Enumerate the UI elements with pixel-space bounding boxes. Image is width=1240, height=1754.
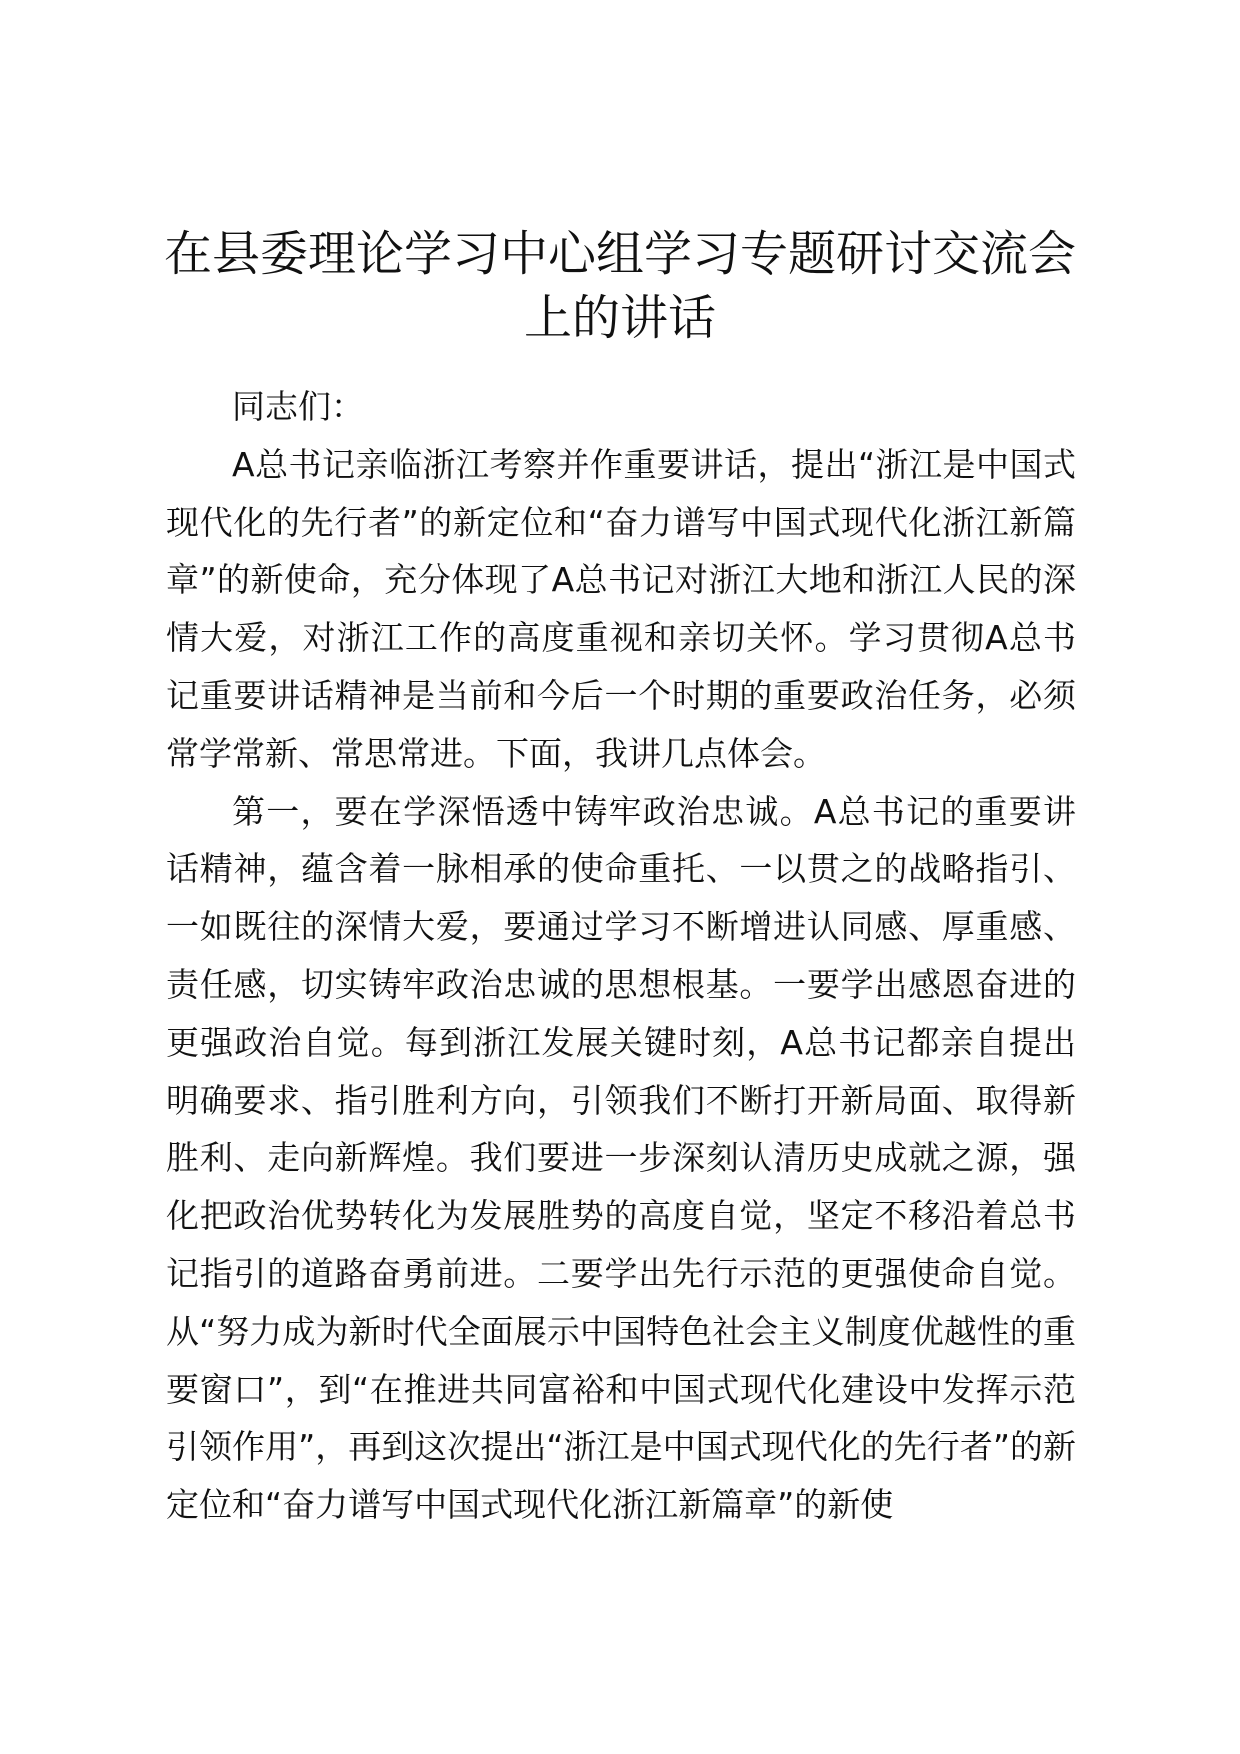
paragraph-first-point: 第一，要在学深悟透中铸牢政治忠诚。A总书记的重要讲话精神，蕴含着一脉相承的使命重托、一以贯之的战略指引、一如既往的深情大爱，要通过学习不断增进认同感、厚重感、责任感，切实铸牢政治忠诚的思想根基。一要学出感恩奋进的更强政治自觉。每到浙江发展关键时刻，A总书记都亲自提出明确要求、指引胜利方向，引领我们不断打开新局面、取得新胜利、走向新辉煌。我们要进一步深刻认清历史成就之源，强化把政治优势转化为发展胜势的高度自觉，坚定不移沿着总书记指引的道路奋勇前进。二要学出先行示范的更强使命自觉。从“努力成为新时代全面展示中国特色社会主义制度优越性的重要窗口”，到“在推进共同富裕和中国式现代化建设中发挥示范引领作用”，再到这次提出“浙江是中国式现代化的先行者”的新定位和“奋力谱写中国式现代化浙江新篇章”的新使 (166, 791, 1076, 1525)
salutation: 同志们： (232, 387, 364, 426)
document-title: 在县委理论学习中心组学习专题研讨交流会上的讲话 (163, 226, 1076, 346)
paragraph-intro: A总书记亲临浙江考察并作重要讲话，提出“浙江是中国式现代化的先行者”的新定位和“奋力谱写中国式现代化浙江新篇章”的新使命，充分体现了A总书记对浙江大地和浙江人民的深情大爱，对浙江工作的高度重视和亲切关怀。学习贯彻A总书记重要讲话精神是当前和今后一个时期的重要政治任务，必须常学常新、常思常进。下面，我讲几点体会。 (166, 444, 1076, 773)
document-body (166, 378, 1076, 1534)
